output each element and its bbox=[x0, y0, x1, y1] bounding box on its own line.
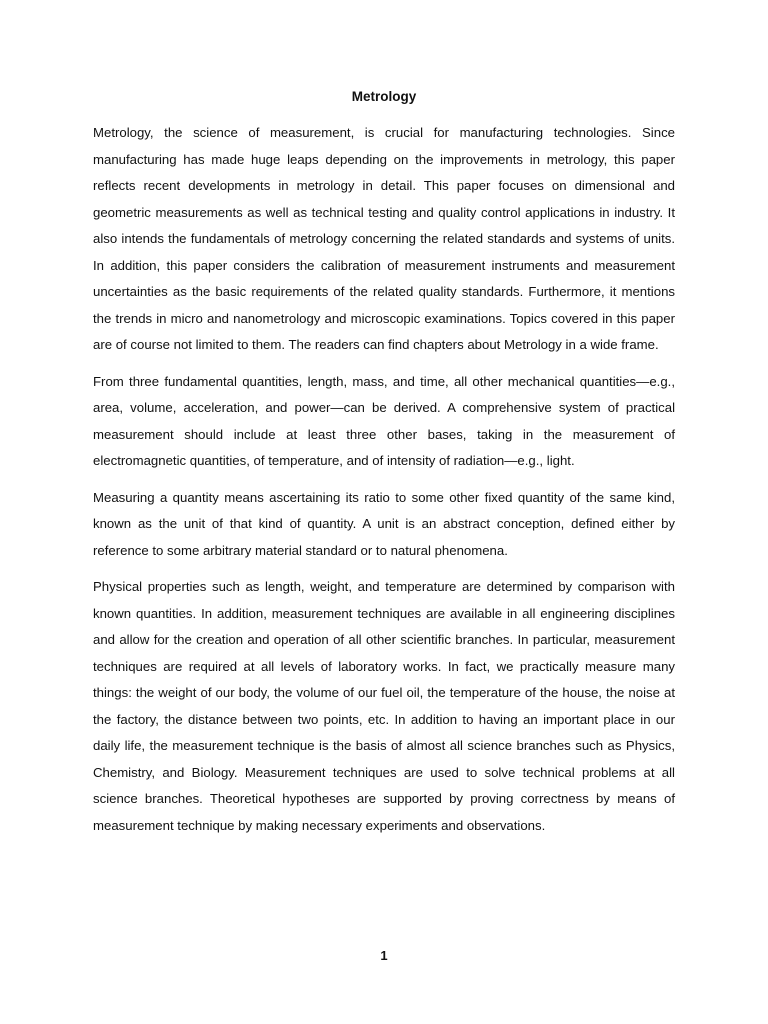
document-title: Metrology bbox=[351, 89, 417, 104]
paragraph-2: From three fundamental quantities, length, mass, and time, all other mechanical quantities—e.g., area, volume, acceleration, and power—can be derived. A comprehensive system of practical measurement should include at least three other bases, taking in the measurement of electromagnetic quantities, of temperature, and of intensity of radiation—e.g., light. bbox=[93, 373, 675, 468]
page-number: 1 bbox=[380, 948, 388, 963]
paragraph-4: Physical properties such as length, weight, and temperature are determined by comparison with known quantities. In addition, measurement techniques are available in all engineering disciplines and allow for the creation and operation of all other scientific branches. In particular, measurement techniques are required at all levels of laboratory works. In fact, we practically measure many things: the weight of our body, the volume of our fuel oil, the temperature of the house, the noise at the factory, the distance between two points, etc. In addition to having an important place in our daily life, the measurement technique is the basis of almost all science branches such as Physics, Chemistry, and Biology. Measurement techniques are used to solve technical problems at all science branches. Theoretical hypotheses are supported by proving correctness by means of measurement technique by making necessary experiments and observations. bbox=[93, 579, 675, 833]
paragraph-1: Metrology, the science of measurement, is crucial for manufacturing technologies. Since manufacturing has made huge leaps depending on the improvements in metrology, this paper reflects recent developments in metrology in detail. This paper focuses on dimensional and geometric measurements as well as technical testing and quality control applications in industry. It also intends the fundamentals of metrology concerning the related standards and systems of units. In addition, this paper considers the calibration of measurement instruments and measurement uncertainties as the basic requirements of the related quality standards. Furthermore, it mentions the trends in micro and nanometrology and microscopic examinations. Topics covered in this paper are of course not limited to them. The readers can find chapters about Metrology in a wide frame. bbox=[93, 125, 675, 352]
document-body bbox=[93, 120, 675, 849]
paragraph-3: Measuring a quantity means ascertaining its ratio to some other fixed quantity of the same kind, known as the unit of that kind of quantity. A unit is an abstract conception, defined either by reference to some arbitrary material standard or to natural phenomena. bbox=[93, 489, 675, 558]
